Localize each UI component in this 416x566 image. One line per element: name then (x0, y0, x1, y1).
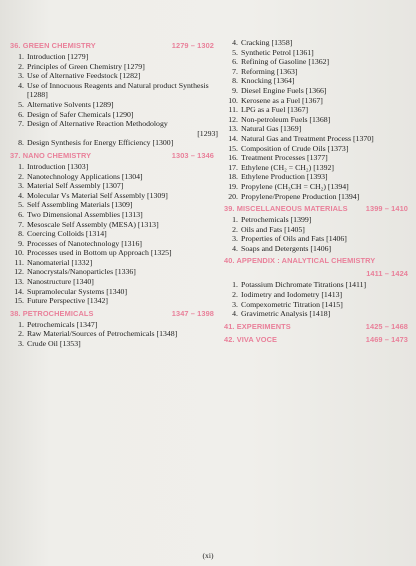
toc-entry (224, 144, 412, 154)
toc-entry-number: 4. (232, 309, 238, 319)
toc-entry-number: 16. (228, 153, 238, 163)
toc-entry-number: 2. (18, 329, 24, 339)
toc-entry (10, 162, 218, 172)
toc-entry (10, 210, 218, 220)
toc-entry-number: 3. (232, 234, 238, 244)
toc-entry-number: 15. (228, 143, 238, 153)
toc-entry-title: Properties of Oils and Fats [1406] (241, 234, 347, 244)
toc-entry-number: 8. (18, 138, 24, 148)
toc-entry-body (27, 162, 218, 172)
toc-entry-number: 4. (18, 190, 24, 200)
toc-entry-body (27, 229, 218, 239)
toc-entry-body (241, 192, 412, 202)
toc-entry (224, 182, 412, 192)
toc-entry-body (27, 339, 218, 349)
toc-entry (224, 163, 412, 173)
toc-entry (224, 300, 412, 310)
toc-entry-title: Kerosene as a Fuel [1367] (241, 95, 323, 105)
toc-entry-body (241, 96, 412, 106)
toc-entry (10, 229, 218, 239)
toc-entry (10, 181, 218, 191)
toc-entry (10, 71, 218, 81)
toc-entry (224, 57, 412, 67)
toc-entry (10, 248, 218, 258)
toc-entry-body (27, 71, 218, 81)
toc-entry-title: Compexometric Titration [1415] (241, 299, 343, 309)
toc-entry-title: Use of Innocuous Reagents and Natural product Synthesis [1288] (27, 80, 209, 100)
toc-entry-title: Design Synthesis for Energy Efficiency [1300] (27, 138, 174, 148)
toc-entry-number: 17. (228, 162, 238, 172)
toc-entry-title: Oils and Fats [1405] (241, 224, 305, 234)
section-list-nano-chemistry (10, 162, 218, 306)
toc-entry-number: 4. (232, 243, 238, 253)
toc-entry-title: Principles of Green Chemistry [1279] (27, 61, 145, 71)
toc-entry-number: 3. (18, 181, 24, 191)
toc-entry (10, 258, 218, 268)
toc-entry-title: Treatment Processes [1377] (241, 153, 328, 163)
toc-entry (10, 339, 218, 349)
toc-entry-title: Gravimetric Analysis [1418] (241, 309, 331, 319)
toc-entry-title: Alternative Solvents [1289] (27, 99, 114, 109)
toc-entry-body (27, 258, 218, 268)
toc-entry-title: LPG as a Fuel [1367] (241, 105, 309, 115)
toc-entry-number: 11. (14, 257, 24, 267)
toc-entry-title: Nanostructure [1340] (27, 277, 94, 287)
toc-entry (224, 153, 412, 163)
toc-entry-body (27, 277, 218, 287)
toc-entry-body (241, 163, 412, 173)
toc-entry-title: Diesel Engine Fuels [1366] (241, 85, 327, 95)
section-range-appendix: 1411 – 1424 (366, 269, 408, 279)
section-list-green-chemistry (10, 52, 218, 148)
toc-entry-number: 5. (232, 47, 238, 57)
toc-entry-body (241, 290, 412, 300)
toc-entry-number: 3. (232, 299, 238, 309)
toc-entry (224, 115, 412, 125)
toc-entry-title: Nanomaterial [1332] (27, 257, 93, 267)
toc-entry (10, 52, 218, 62)
toc-entry-number: 12. (228, 114, 238, 124)
toc-entry-title: Natural Gas [1369] (241, 124, 302, 134)
toc-entry-body (27, 210, 218, 220)
toc-entry-number: 11. (228, 105, 238, 115)
toc-entry-title: Introduction [1279] (27, 52, 89, 61)
toc-entry-body (241, 172, 412, 182)
toc-entry-page: [1293] (197, 128, 218, 138)
section-list-petrochemicals-continued (224, 38, 412, 201)
toc-entry-body (241, 280, 412, 290)
toc-entry (10, 172, 218, 182)
section-list-appendix (224, 280, 412, 318)
toc-entry-number: 9. (18, 238, 24, 248)
toc-entry (224, 172, 412, 182)
toc-entry-body (241, 144, 412, 154)
toc-entry-title: Reforming [1363] (241, 66, 298, 76)
toc-entry (10, 277, 218, 287)
toc-entry-body (27, 191, 218, 201)
toc-entry-body (241, 244, 412, 254)
toc-entry-title: Knocking [1364] (241, 76, 295, 86)
toc-entry-body (27, 200, 218, 210)
section-heading-appendix: 40. APPENDIX : ANALYTICAL CHEMISTRY (224, 256, 376, 266)
toc-entry-title: Raw Material/Sources of Petrochemicals [1348] (27, 329, 178, 339)
toc-entry-title: Future Perspective [1342] (27, 296, 108, 306)
toc-entry-body (241, 134, 412, 144)
toc-entry-title: Design of Alternative Reaction Methodology (27, 119, 168, 129)
toc-entry-title: Crude Oil [1353] (27, 339, 81, 349)
toc-entry-title: Nanocrystals/Nanoparticles [1336] (27, 267, 136, 277)
toc-entry-body (27, 181, 218, 191)
toc-entry-body (27, 320, 218, 330)
toc-entry-body (241, 67, 412, 77)
right-column (224, 38, 412, 346)
toc-entry-title: Soaps and Detergents [1406] (241, 243, 332, 253)
toc-entry-title: Cracking [1358] (241, 38, 293, 47)
toc-entry-body (27, 172, 218, 182)
toc-entry-body (241, 225, 412, 235)
toc-entry-number: 3. (18, 71, 24, 81)
toc-entry (224, 290, 412, 300)
toc-entry-title: Design of Safer Chemicals [1290] (27, 109, 134, 119)
toc-entry-title: Potassium Dichromate Titrations [1411] (241, 280, 367, 290)
toc-entry-title: Synthetic Petrol [1361] (241, 47, 314, 57)
toc-entry (224, 67, 412, 77)
toc-entry (224, 134, 412, 144)
section-heading-miscellaneous-materials: 39. MISCELLANEOUS MATERIALS 1399 – 1410 (224, 204, 408, 214)
toc-entry-body (27, 110, 218, 120)
toc-entry-title: Mesoscale Self Assembly (MESA) [1313] (27, 219, 159, 229)
toc-entry (224, 48, 412, 58)
toc-entry-title: Processes of Nanotechnology [1316] (27, 238, 142, 248)
toc-entry-title: Refining of Gasoline [1362] (241, 57, 330, 67)
toc-entry (224, 76, 412, 86)
toc-entry-title: Supramolecular Systems [1340] (27, 286, 128, 296)
toc-entry-body (27, 52, 218, 62)
toc-entry (10, 200, 218, 210)
toc-entry-number: 1. (232, 215, 238, 225)
toc-entry-title: Nanotechnology Applications [1304] (27, 171, 143, 181)
section-list-petrochemicals (10, 320, 218, 349)
toc-entry (10, 239, 218, 249)
toc-entry-title: Iodimetry and Iodometry [1413] (241, 290, 343, 300)
toc-entry-number: 5. (18, 200, 24, 210)
toc-entry-body (241, 300, 412, 310)
toc-entry-number: 4. (232, 38, 238, 47)
toc-entry-body (27, 100, 218, 110)
toc-entry-body (27, 267, 218, 277)
page-number: (xi) (202, 551, 214, 560)
toc-entry (10, 287, 218, 297)
toc-entry (224, 244, 412, 254)
toc-entry-body (27, 248, 218, 258)
toc-entry-number: 2. (232, 224, 238, 234)
toc-entry (224, 225, 412, 235)
left-column (10, 38, 218, 349)
toc-entry-number: 8. (18, 229, 24, 239)
toc-entry-title: Two Dimensional Assemblies [1313] (27, 209, 143, 219)
toc-entry (10, 296, 218, 306)
toc-entry-body (27, 296, 218, 306)
section-heading-nano-chemistry: 37. NANO CHEMISTRY 1303 – 1346 (10, 150, 214, 160)
toc-entry-number: 1. (18, 161, 24, 171)
toc-entry-number: 7. (18, 219, 24, 229)
toc-entry (224, 105, 412, 115)
toc-entry-number: 10. (14, 248, 24, 258)
toc-entry-number: 1. (232, 280, 238, 290)
toc-entry-body (241, 234, 412, 244)
toc-entry-title: Use of Alternative Feedstock [1282] (27, 71, 141, 81)
toc-entry-body (241, 76, 412, 86)
toc-entry (10, 81, 218, 100)
toc-entry-number: 12. (14, 267, 24, 277)
toc-entry-title: Ethylene Production [1393] (241, 172, 328, 182)
toc-entry-number: 19. (228, 181, 238, 191)
toc-entry-body (241, 57, 412, 67)
toc-entry-number: 14. (14, 286, 24, 296)
toc-entry (224, 280, 412, 290)
toc-entry (10, 220, 218, 230)
toc-entry (10, 191, 218, 201)
toc-entry-body (241, 182, 412, 192)
toc-entry-body (241, 86, 412, 96)
toc-entry (10, 119, 218, 138)
toc-entry (224, 192, 412, 202)
toc-entry (224, 86, 412, 96)
toc-entry-number: 18. (228, 172, 238, 182)
toc-entry-title: Composition of Crude Oils [1373] (241, 143, 349, 153)
toc-entry-title: Material Self Assembly [1307] (27, 181, 124, 191)
toc-entry-body (241, 48, 412, 58)
toc-entry-number: 6. (18, 209, 24, 219)
toc-entry-number: 4. (18, 80, 24, 90)
toc-entry-title: Propylene (CH₃CH = CH₂) [1394] (241, 181, 349, 191)
toc-entry-body (241, 105, 412, 115)
toc-entry-body (27, 329, 218, 339)
toc-entry-number: 20. (228, 191, 238, 201)
toc-entry (224, 96, 412, 106)
toc-entry-title: Self Assembling Materials [1309] (27, 200, 133, 210)
section-heading-green-chemistry: 36. GREEN CHEMISTRY 1279 – 1302 (10, 41, 214, 50)
toc-entry (10, 100, 218, 110)
section-heading-petrochemicals: 38. PETROCHEMICALS 1347 – 1398 (10, 308, 214, 318)
toc-entry-title: Petrochemicals [1399] (241, 215, 312, 225)
toc-entry (10, 62, 218, 72)
toc-entry-body (241, 115, 412, 125)
toc-entry-number: 1. (18, 52, 24, 61)
toc-entry-title: Propylene/Propene Production [1394] (241, 191, 360, 201)
toc-entry (224, 234, 412, 244)
toc-entry-title: Natural Gas and Treatment Process [1370] (241, 133, 374, 143)
toc-entry-body (27, 239, 218, 249)
toc-entry (10, 138, 218, 148)
toc-entry-number: 7. (232, 66, 238, 76)
toc-entry-number: 1. (18, 319, 24, 329)
section-heading-experiments: 41. EXPERIMENTS 1425 – 1468 (224, 321, 408, 331)
toc-entry-body (27, 220, 218, 230)
toc-entry-number: 14. (228, 133, 238, 143)
toc-entry-number: 10. (228, 95, 238, 105)
toc-entry-number: 6. (18, 109, 24, 119)
toc-entry-body (27, 119, 218, 138)
toc-entry-title: Introduction [1303] (27, 161, 89, 171)
toc-entry-body (241, 38, 412, 48)
toc-entry-body (27, 138, 218, 148)
toc-entry-body (27, 62, 218, 72)
toc-entry (10, 110, 218, 120)
toc-entry-number: 13. (228, 124, 238, 134)
toc-entry-number: 8. (232, 76, 238, 86)
toc-entry-body (27, 81, 218, 100)
toc-entry-title: Ethylene (CH₂ = CH₂) [1392] (241, 162, 334, 172)
toc-entry-title: Molecular Vs Material Self Assembly [1309] (27, 190, 168, 200)
section-list-miscellaneous-materials (224, 215, 412, 253)
toc-entry-number: 7. (18, 119, 24, 129)
toc-entry-title: Processes used in Bottom up Approach [1325] (27, 248, 172, 258)
toc-entry-number: 15. (14, 296, 24, 306)
toc-entry-body (241, 309, 412, 319)
toc-entry-title: Petrochemicals [1347] (27, 319, 98, 329)
toc-entry-title: Coercing Colloids [1314] (27, 229, 107, 239)
toc-entry-number: 6. (232, 57, 238, 67)
toc-entry (10, 329, 218, 339)
toc-entry-number: 5. (18, 99, 24, 109)
toc-entry-number: 2. (18, 61, 24, 71)
toc-entry-body (241, 124, 412, 134)
toc-entry-number: 2. (18, 171, 24, 181)
toc-entry-title: Non-petroleum Fuels [1368] (241, 114, 331, 124)
toc-entry-number: 3. (18, 339, 24, 349)
toc-entry-body (241, 215, 412, 225)
toc-entry (10, 267, 218, 277)
toc-entry-body (27, 287, 218, 297)
toc-entry-number: 2. (232, 290, 238, 300)
toc-entry (224, 124, 412, 134)
section-heading-viva-voce: 42. VIVA VOCE 1469 – 1473 (224, 334, 408, 344)
toc-entry-number: 13. (14, 277, 24, 287)
toc-entry (224, 215, 412, 225)
toc-entry (10, 320, 218, 330)
toc-entry-body (241, 153, 412, 163)
toc-entry (224, 38, 412, 48)
toc-entry (224, 309, 412, 319)
toc-entry-number: 9. (232, 85, 238, 95)
